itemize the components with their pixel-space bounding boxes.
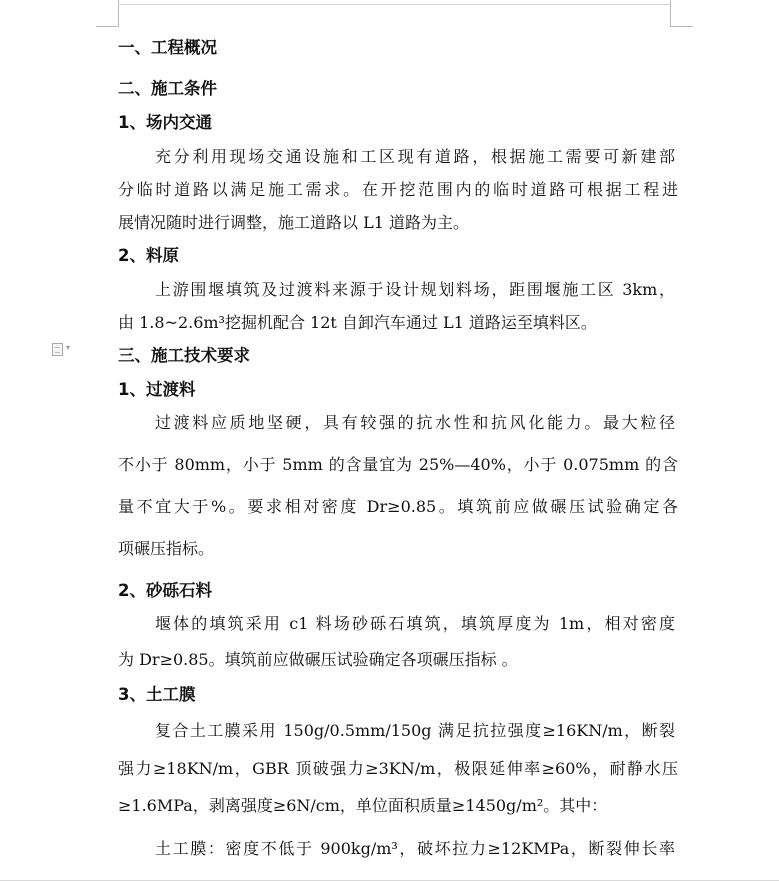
paragraph-line: 上游围堰填筑及过渡料来源于设计规划料场，距围堰施工区 3km， [155, 280, 675, 299]
paragraph-line: 复合土工膜采用 150g/0.5mm/150g 满足抗拉强度≥16KN/m，断裂 [155, 721, 675, 740]
chevron-down-icon: ▾ [66, 343, 71, 352]
paragraph-line: 量不宜大于%。要求相对密度 Dr≥0.85。填筑前应做碾压试验确定各 [118, 497, 678, 516]
paragraph-line: 项碾压指标。 [118, 539, 215, 558]
paragraph-line: 不小于 80mm，小于 5mm 的含量宜为 25%—40%，小于 0.075mm 的含 [118, 455, 678, 474]
subheading-sand-gravel: 2、砂砾石料 [118, 581, 212, 600]
paragraph-line: 强力≥18KN/m，GBR 顶破强力≥3KN/m，极限延伸率≥60%，耐静水压 [118, 759, 678, 778]
section-heading-technical-requirements: 三、施工技术要求 [118, 346, 250, 365]
paragraph-line: 由 1.8~2.6m³挖掘机配合 12t 自卸汽车通过 L1 道路运至填料区。 [118, 313, 597, 332]
subheading-geomembrane: 3、土工膜 [118, 685, 196, 704]
page-corner-marker-left [96, 0, 119, 27]
paragraph-line: 土工膜：密度不低于 900kg/m³，破坏拉力≥12KMPa，断裂伸长率 [155, 839, 675, 858]
section-heading-overview: 一、工程概况 [118, 38, 217, 57]
subheading-material-source: 2、料原 [118, 246, 179, 265]
paragraph-line: 过渡料应质地坚硬，具有较强的抗水性和抗风化能力。最大粒径 [155, 413, 675, 432]
paragraph-line: 分临时道路以满足施工需求。在开挖范围内的临时道路可根据工程进 [118, 180, 678, 199]
subheading-site-traffic: 1、场内交通 [118, 113, 212, 132]
paragraph-line: 堰体的填筑采用 c1 料场砂砾石填筑，填筑厚度为 1m，相对密度 [155, 614, 675, 633]
section-heading-conditions: 二、施工条件 [118, 79, 217, 98]
subheading-transition-material: 1、过渡料 [118, 380, 196, 399]
paragraph-options-icon[interactable] [52, 343, 74, 357]
paragraph-line: 为 Dr≥0.85。填筑前应做碾压试验确定各项碾压指标 。 [118, 650, 518, 669]
page-corner-marker-right [670, 0, 693, 27]
document-icon [52, 343, 63, 356]
page-top-edge [118, 4, 670, 5]
paragraph-line: 充分利用现场交通设施和工区现有道路，根据施工需要可新建部 [155, 147, 675, 166]
paragraph-line: 展情况随时进行调整，施工道路以 L1 道路为主。 [118, 213, 469, 232]
paragraph-line: ≥1.6MPa，剥离强度≥6N/cm，单位面积质量≥1450g/m²。其中： [118, 796, 608, 815]
